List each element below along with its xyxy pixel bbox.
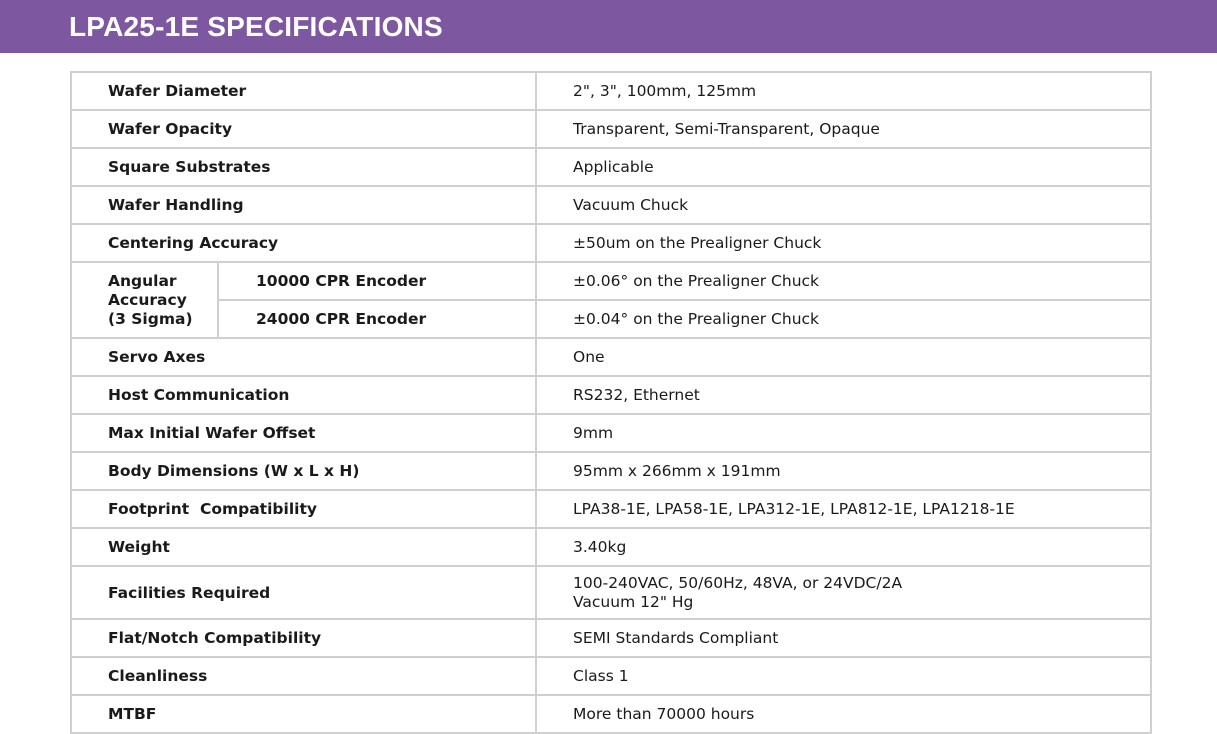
spec-value: Class 1 <box>536 657 1151 695</box>
spec-label: Wafer Handling <box>71 186 536 224</box>
table-row <box>71 376 1151 414</box>
table-row <box>71 414 1151 452</box>
spec-value: Applicable <box>536 148 1151 186</box>
group-label-line: Accuracy <box>108 290 187 309</box>
group-label-line: Angular <box>108 271 177 290</box>
spec-label: Body Dimensions (W x L x H) <box>71 452 536 490</box>
table-row <box>71 224 1151 262</box>
spec-table <box>70 71 1152 734</box>
table-row <box>71 695 1151 733</box>
spec-value: RS232, Ethernet <box>536 376 1151 414</box>
header-bar <box>0 0 1217 53</box>
spec-label: Centering Accuracy <box>71 224 536 262</box>
spec-value: ±50um on the Prealigner Chuck <box>536 224 1151 262</box>
table-row <box>71 262 1151 300</box>
spec-value-line: Vacuum 12" Hg <box>573 592 694 611</box>
spec-label: Host Communication <box>71 376 536 414</box>
table-row <box>71 452 1151 490</box>
table-row <box>71 186 1151 224</box>
table-row <box>71 110 1151 148</box>
spec-value: 2", 3", 100mm, 125mm <box>536 72 1151 110</box>
spec-label: Servo Axes <box>71 338 536 376</box>
spec-label: Footprint Compatibility <box>71 490 536 528</box>
table-row <box>71 72 1151 110</box>
spec-label: Wafer Diameter <box>71 72 536 110</box>
spec-label: Max Initial Wafer Offset <box>71 414 536 452</box>
spec-value: One <box>536 338 1151 376</box>
spec-value: More than 70000 hours <box>536 695 1151 733</box>
spec-sublabel: 24000 CPR Encoder <box>218 300 536 338</box>
spec-label: Wafer Opacity <box>71 110 536 148</box>
spec-label: MTBF <box>71 695 536 733</box>
spec-value: 95mm x 266mm x 191mm <box>536 452 1151 490</box>
spec-value: Transparent, Semi-Transparent, Opaque <box>536 110 1151 148</box>
page-title: LPA25-1E SPECIFICATIONS <box>69 11 443 42</box>
table-row <box>71 148 1151 186</box>
spec-value: LPA38-1E, LPA58-1E, LPA312-1E, LPA812-1E, LPA1218-1E <box>536 490 1151 528</box>
group-label-line: (3 Sigma) <box>108 309 193 328</box>
table-row <box>71 300 1151 338</box>
spec-value-line: 100-240VAC, 50/60Hz, 48VA, or 24VDC/2A <box>573 573 903 592</box>
table-row <box>71 619 1151 657</box>
spec-label: Flat/Notch Compatibility <box>71 619 536 657</box>
table-row <box>71 528 1151 566</box>
spec-sublabel: 10000 CPR Encoder <box>218 262 536 300</box>
spec-value: Vacuum Chuck <box>536 186 1151 224</box>
spec-label: Square Substrates <box>71 148 536 186</box>
spec-value: ±0.06° on the Prealigner Chuck <box>536 262 1151 300</box>
spec-group-label <box>71 262 218 338</box>
table-row <box>71 490 1151 528</box>
spec-label: Cleanliness <box>71 657 536 695</box>
spec-value: 9mm <box>536 414 1151 452</box>
table-row <box>71 338 1151 376</box>
spec-value: ±0.04° on the Prealigner Chuck <box>536 300 1151 338</box>
table-row <box>71 657 1151 695</box>
spec-label: Facilities Required <box>71 566 536 619</box>
spec-label: Weight <box>71 528 536 566</box>
table-row <box>71 566 1151 619</box>
spec-value <box>536 566 1151 619</box>
spec-value: SEMI Standards Compliant <box>536 619 1151 657</box>
spec-value: 3.40kg <box>536 528 1151 566</box>
